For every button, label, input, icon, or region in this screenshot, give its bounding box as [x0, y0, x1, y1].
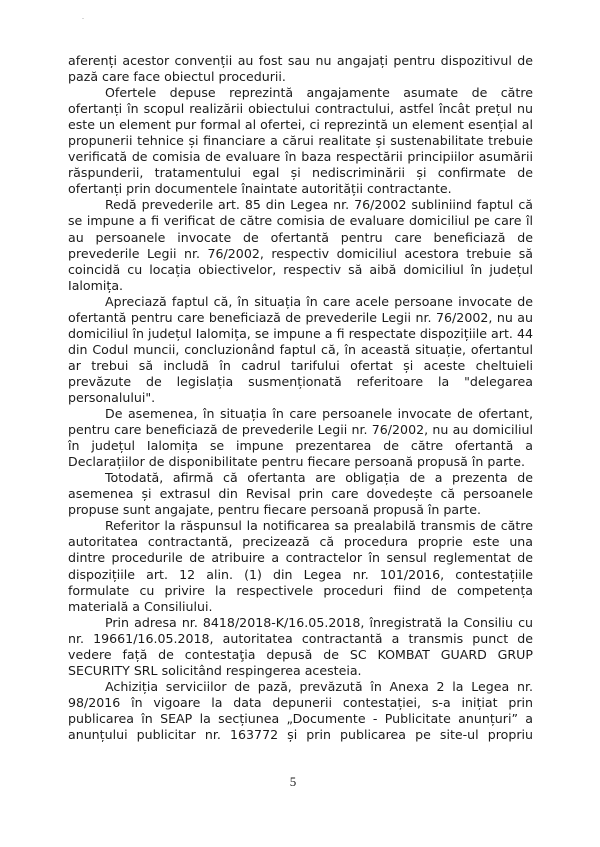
paragraph-revisal-extract: Totodată, afirmă că ofertanta are obligația de a prezenta de asemenea și extrasul din Revisal prin care dovedește că persoanele propuse sunt angajate, pentru fiecare persoană propusă în parte.	[68, 470, 533, 518]
paragraph-art-85-law-76-2002: Redă prevederile art. 85 din Legea nr. 76/2002 subliniind faptul că se impune a fi verificat de către comisia de evaluare domiciliul pe care îl au persoanele invocate de ofertantă pentru care beneficiază de prevederile Legii nr. 76/2002, respectiv domiciliul acestora trebuie să coincidă cu locația obiectivelor, respectiv să aibă domiciliul în județul Ialomița.	[68, 197, 533, 293]
paragraph-offer-commitments: Ofertele depuse reprezintă angajamente asumate de către ofertanți în scopul realizării obiectului contractului, astfel încât prețul nu este un element pur formal al ofertei, ci reprezintă un element esențial al propunerii tehnice și financiare a cărui realitate și sustenabilitate trebuie verificată de comisia de evaluare în baza respectării principiilor asumării răspunderii, tratamentului egal și nediscriminării și confirmate de ofertanți prin documentele înaintate autorității contractante.	[68, 85, 533, 197]
document-body	[68, 53, 533, 743]
paragraph-availability-declarations: De asemenea, în situația în care persoanele invocate de ofertant, pentru care beneficiază de prevederile Legii nr. 76/2002, nu au domiciliul în județul Ialomița se impune prezentarea de către ofertantă a Declarațiilor de disponibilitate pentru fiecare persoană propusă în parte.	[68, 406, 533, 470]
paragraph-labour-code-art-44: Apreciază faptul că, în situația în care acele persoane invocate de ofertantă pentru care beneficiază de prevederile Legii nr. 76/2002, nu au domiciliul în județul Ialomița, se impune a fi respectate dispozițiile art. 44 din Codul muncii, concluzionând faptul că, în această situație, ofertantul ar trebui să includă în cadrul tarifului ofertat și aceste cheltuieli prevăzute de legislația susmenționată referitoare la "delegarea personalului".	[68, 293, 533, 405]
paragraph-continuation: aferenți acestor convenții au fost sau nu angajați pentru dispozitivul de pază care face obiectul procedurii.	[68, 53, 533, 85]
scan-artifact	[82, 18, 84, 19]
paragraph-authority-response: Prin adresa nr. 8418/2018-K/16.05.2018, înregistrată la Consiliu cu nr. 19661/16.05.2018, autoritatea contractantă a transmis punct de vedere față de contestaţia depusă de SC KOMBAT GUARD GRUP SECURITY SRL solicitând respingerea acesteia.	[68, 614, 533, 678]
paragraph-council-competence: Referitor la răspunsul la notificarea sa prealabilă transmis de către autoritatea contractantă, precizează că procedura proprie este una dintre procedurile de atribuire a contractelor în sensul reglementat de dispozițiile art. 12 alin. (1) din Legea nr. 101/2016, contestațiile formulate cu privire la respectivele proceduri fiind de competența materială a Consiliului.	[68, 518, 533, 614]
paragraph-procurement-initiation: Achiziția serviciilor de pază, prevăzută în Anexa 2 la Legea nr. 98/2016 în vigoare la data depunerii contestației, s-a inițiat prin publicarea în SEAP la secțiunea „Documente - Publicitate anunțuri” a anunțului publicitar nr. 163772 și prin publicarea pe site-ul propriu	[68, 678, 533, 742]
page-number: 5	[289, 774, 297, 789]
